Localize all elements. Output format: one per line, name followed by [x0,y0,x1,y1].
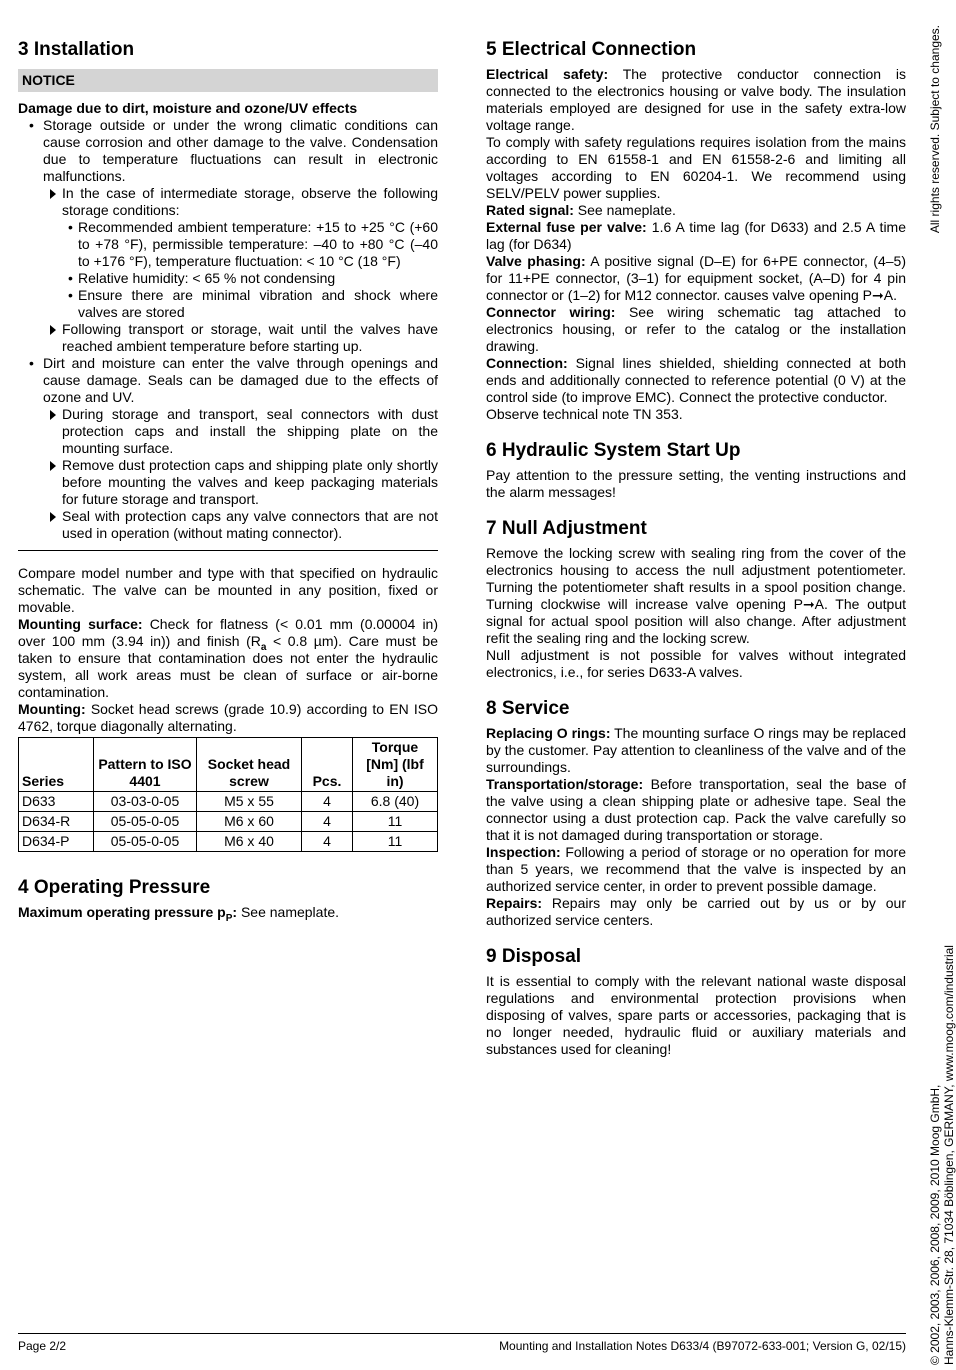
left-column [18,38,439,924]
max-pressure-paragraph [18,904,438,924]
section-4-title: 4 Operating Pressure [18,877,211,898]
technical-note-paragraph: Observe technical note TN 353. [486,406,683,422]
external-fuse-text: 1.6 A time lag (for D633) and 2.5 A time lag (for D634) [486,219,906,252]
o-rings-paragraph [486,725,906,776]
connection-label: Connection: [486,355,568,371]
o-rings-text: The mounting surface O rings may be replaced by the customer. Pay attention to cleanliness of the valve and of the surroundings. [486,725,906,775]
cell-torque: 11 [353,832,438,852]
electrical-safety-label: Electrical safety: [486,66,609,82]
repairs-paragraph [486,895,906,929]
rights-reserved-line: All rights reserved. Subject to changes. [928,25,942,234]
section-6-title: 6 Hydraulic System Start Up [486,440,741,461]
notice-banner: NOTICE [18,69,438,92]
cell-series: D634-R [19,812,94,832]
step-ambient-wait: Following transport or storage, wait until the valves have reached ambient temperature before starting up. [18,321,438,355]
section-3-title: 3 Installation [18,39,135,60]
connector-wiring-text: See wiring schematic tag attached to electronics housing, or refer to the catalog or the installation drawing. [486,304,906,354]
inspection-paragraph [486,844,906,895]
section-5-title: 5 Electrical Connection [486,39,697,60]
cell-pcs: 4 [302,812,353,832]
inspection-label: Inspection: [486,844,561,860]
cell-screw: M5 x 55 [197,792,302,812]
sub-bullet-humidity: • Relative humidity: < 65 % not condensing [18,270,438,287]
cell-series: D634-P [19,832,94,852]
cell-torque: 6.8 (40) [353,792,438,812]
screw-table [18,737,438,852]
th-screw: Socket head screw [197,738,302,792]
repairs-label: Repairs: [486,895,543,911]
mounting-surface-text-a: Check for flatness (< 0.01 mm (0.00004 in) over 100 mm (3.94 in)) and finish (R [18,616,439,649]
th-torque: Torque [Nm] (lbf in) [353,738,438,792]
page-number: Page 2/2 [18,1339,67,1353]
section-9-title: 9 Disposal [486,946,582,967]
cell-pattern: 05-05-0-05 [94,832,197,852]
cell-pcs: 4 [302,832,353,852]
repairs-text: Repairs may only be carried out by us or by our authorized service centers. [486,895,906,928]
mounting-surface-text-b: < 0.8 µm). Care must be taken to ensure that contamination does not enter the hydraulic system, all work areas must be clean of surface or air-borne contamination. [18,633,438,700]
cell-pcs: 4 [302,792,353,812]
valve-phasing-label: Valve phasing: [486,253,586,269]
transport-text: Before transportation, seal the base of the valve using a clean shipping plate or adhesive tape. Seal the connector using a dust protection cap. Pack the valve carefully so that it is not damaged during transportation or storage. [486,776,906,843]
address-line: Hanns-Klemm-Str. 28, 71034 Böblingen, GERMANY, www.moog.com/industrial [942,945,956,1365]
comply-paragraph: To comply with safety regulations requires isolation from the mains according to EN 61558-1 and EN 61558-2-6 and limiting all voltages according to EN 60204-1. We recommend using SELV/PELV power supplies. [486,134,906,201]
bullet-climate: • Storage outside or under the wrong climatic conditions can cause corrosion and other damage to the valve. Condensation due to temperature fluctuations can result in electronic malfunctions. [18,117,438,185]
bullet-dirt-moisture: • Dirt and moisture can enter the valve through openings and cause damage. Seals can be damaged due to the effects of ozone and UV. [18,355,438,406]
transport-label: Transportation/storage: [486,776,644,792]
cell-series: D633 [19,792,94,812]
step-seal-unused: Seal with protection caps any valve connectors that are not used in operation (without mating connector). [18,508,438,542]
cell-torque: 11 [353,812,438,832]
max-pressure-label: Maximum operating pressure p [18,904,226,920]
sub-bullet-vibration: • Ensure there are minimal vibration and shock where valves are stored [18,287,438,321]
max-pressure-text: See nameplate. [237,904,340,920]
rated-signal-paragraph [486,202,906,219]
rated-signal-text: See nameplate. [573,202,676,218]
notice-end-rule [18,550,438,551]
mounting-text: Socket head screws (grade 10.9) according to EN ISO 4762, torque diagonally alternating. [18,701,438,734]
disposal-paragraph: It is essential to comply with the relevant national waste disposal regulations and environmental protection provisions when disposing of valves, spare parts or accessories, packaging that is no longer needed, hydraulic fluid or auxiliary materials and substances used for cleaning! [486,973,906,1057]
cell-screw: M6 x 60 [197,812,302,832]
external-fuse-label: External fuse per valve: [486,219,647,235]
cell-pattern: 03-03-0-05 [94,792,197,812]
cell-screw: M6 x 40 [197,832,302,852]
external-fuse-paragraph [486,219,906,253]
table-header-row [19,738,438,792]
table-row [19,792,438,812]
mounting-label: Mounting: [18,701,86,717]
right-column [486,38,906,1058]
step-intermediate-storage: In the case of intermediate storage, observe the following storage conditions: [18,185,438,219]
footer-rule [18,1333,906,1334]
pressure-subscript: P [225,912,233,924]
connection-text: Signal lines shielded, shielding connected at both ends and additionally connected to reference potential (0 V) at the control side (to improve EMC). Connect the protective conductor. [486,355,906,405]
connection-paragraph [486,355,906,406]
sub-bullet-temperature: • Recommended ambient temperature: +15 to +25 °C (+60 to +78 °F), permissible temperature: –40 to +80 °C (–40 to +176 °F), temperature fluctuation: < 10 °C (18 °F) [18,219,438,270]
th-pcs: Pcs. [302,738,353,792]
section-8-title: 8 Service [486,698,570,719]
valve-phasing-text: A positive signal (D–E) for 6+PE connector, (4–5) for 11+PE connector, (3–1) for equipment socket, (A–D) for 4 pin connector or (1–2) for M12 connector. causes valve opening P➞A. [486,253,906,303]
step-remove-caps: Remove dust protection caps and shipping plate only shortly before mounting the valves and keep packaging materials for future storage and transport. [18,457,438,508]
rated-signal-label: Rated signal: [486,202,574,218]
valve-phasing-paragraph [486,253,906,304]
electrical-safety-paragraph [486,66,906,134]
section-7-title: 7 Null Adjustment [486,518,647,539]
table-row [19,812,438,832]
roughness-subscript: a [260,641,267,653]
connector-wiring-label: Connector wiring: [486,304,616,320]
startup-paragraph: Pay attention to the pressure setting, the venting instructions and the alarm messages! [486,467,906,500]
compare-paragraph: Compare model number and type with that specified on hydraulic schematic. The valve can be mounted in any position, fixed or movable. [18,565,438,615]
cell-pattern: 05-05-0-05 [94,812,197,832]
null-adjust-note: Null adjustment is not possible for valves without integrated electronics, i.e., for series D633-A valves. [486,647,906,680]
inspection-text: Following a period of storage or no operation for more than 5 years, we recommend that the valve is inspected by an authorized service center, in order to prevent possible damage. [486,844,906,894]
step-seal-connectors: During storage and transport, seal connectors with dust protection caps and install the shipping plate on the mounting surface. [18,406,438,457]
mounting-surface-paragraph [18,616,438,701]
electrical-safety-text: The protective conductor connection is connected to the electronics housing or valve body. The insulation materials employed are designed for use in the safety extra-low voltage range. [486,66,906,133]
side-copyright [928,25,956,1365]
copyright-line: © 2002, 2003, 2006, 2008, 2009, 2010 Moog GmbH, [928,1084,942,1365]
table-row [19,832,438,852]
connector-wiring-paragraph [486,304,906,355]
null-adjust-paragraph: Remove the locking screw with sealing ring from the cover of the electronics housing to access the null adjustment potentiometer. Turning the potentiometer shaft results in a spool position change. Turning clockwise will increase valve opening P➞A. The output signal for actual spool position will also change. After adjustment refit the sealing ring and the locking screw. [486,545,906,646]
th-series: Series [19,738,94,792]
mounting-paragraph [18,701,438,735]
document-reference: Mounting and Installation Notes D633/4 (B97072-633-001; Version G, 02/15) [499,1339,906,1353]
notice-subheading: Damage due to dirt, moisture and ozone/UV effects [18,100,358,116]
max-pressure-colon: : [232,904,238,920]
o-rings-label: Replacing O rings: [486,725,611,741]
th-pattern: Pattern to ISO 4401 [94,738,197,792]
mounting-surface-label: Mounting surface: [18,616,143,632]
transport-paragraph [486,776,906,844]
